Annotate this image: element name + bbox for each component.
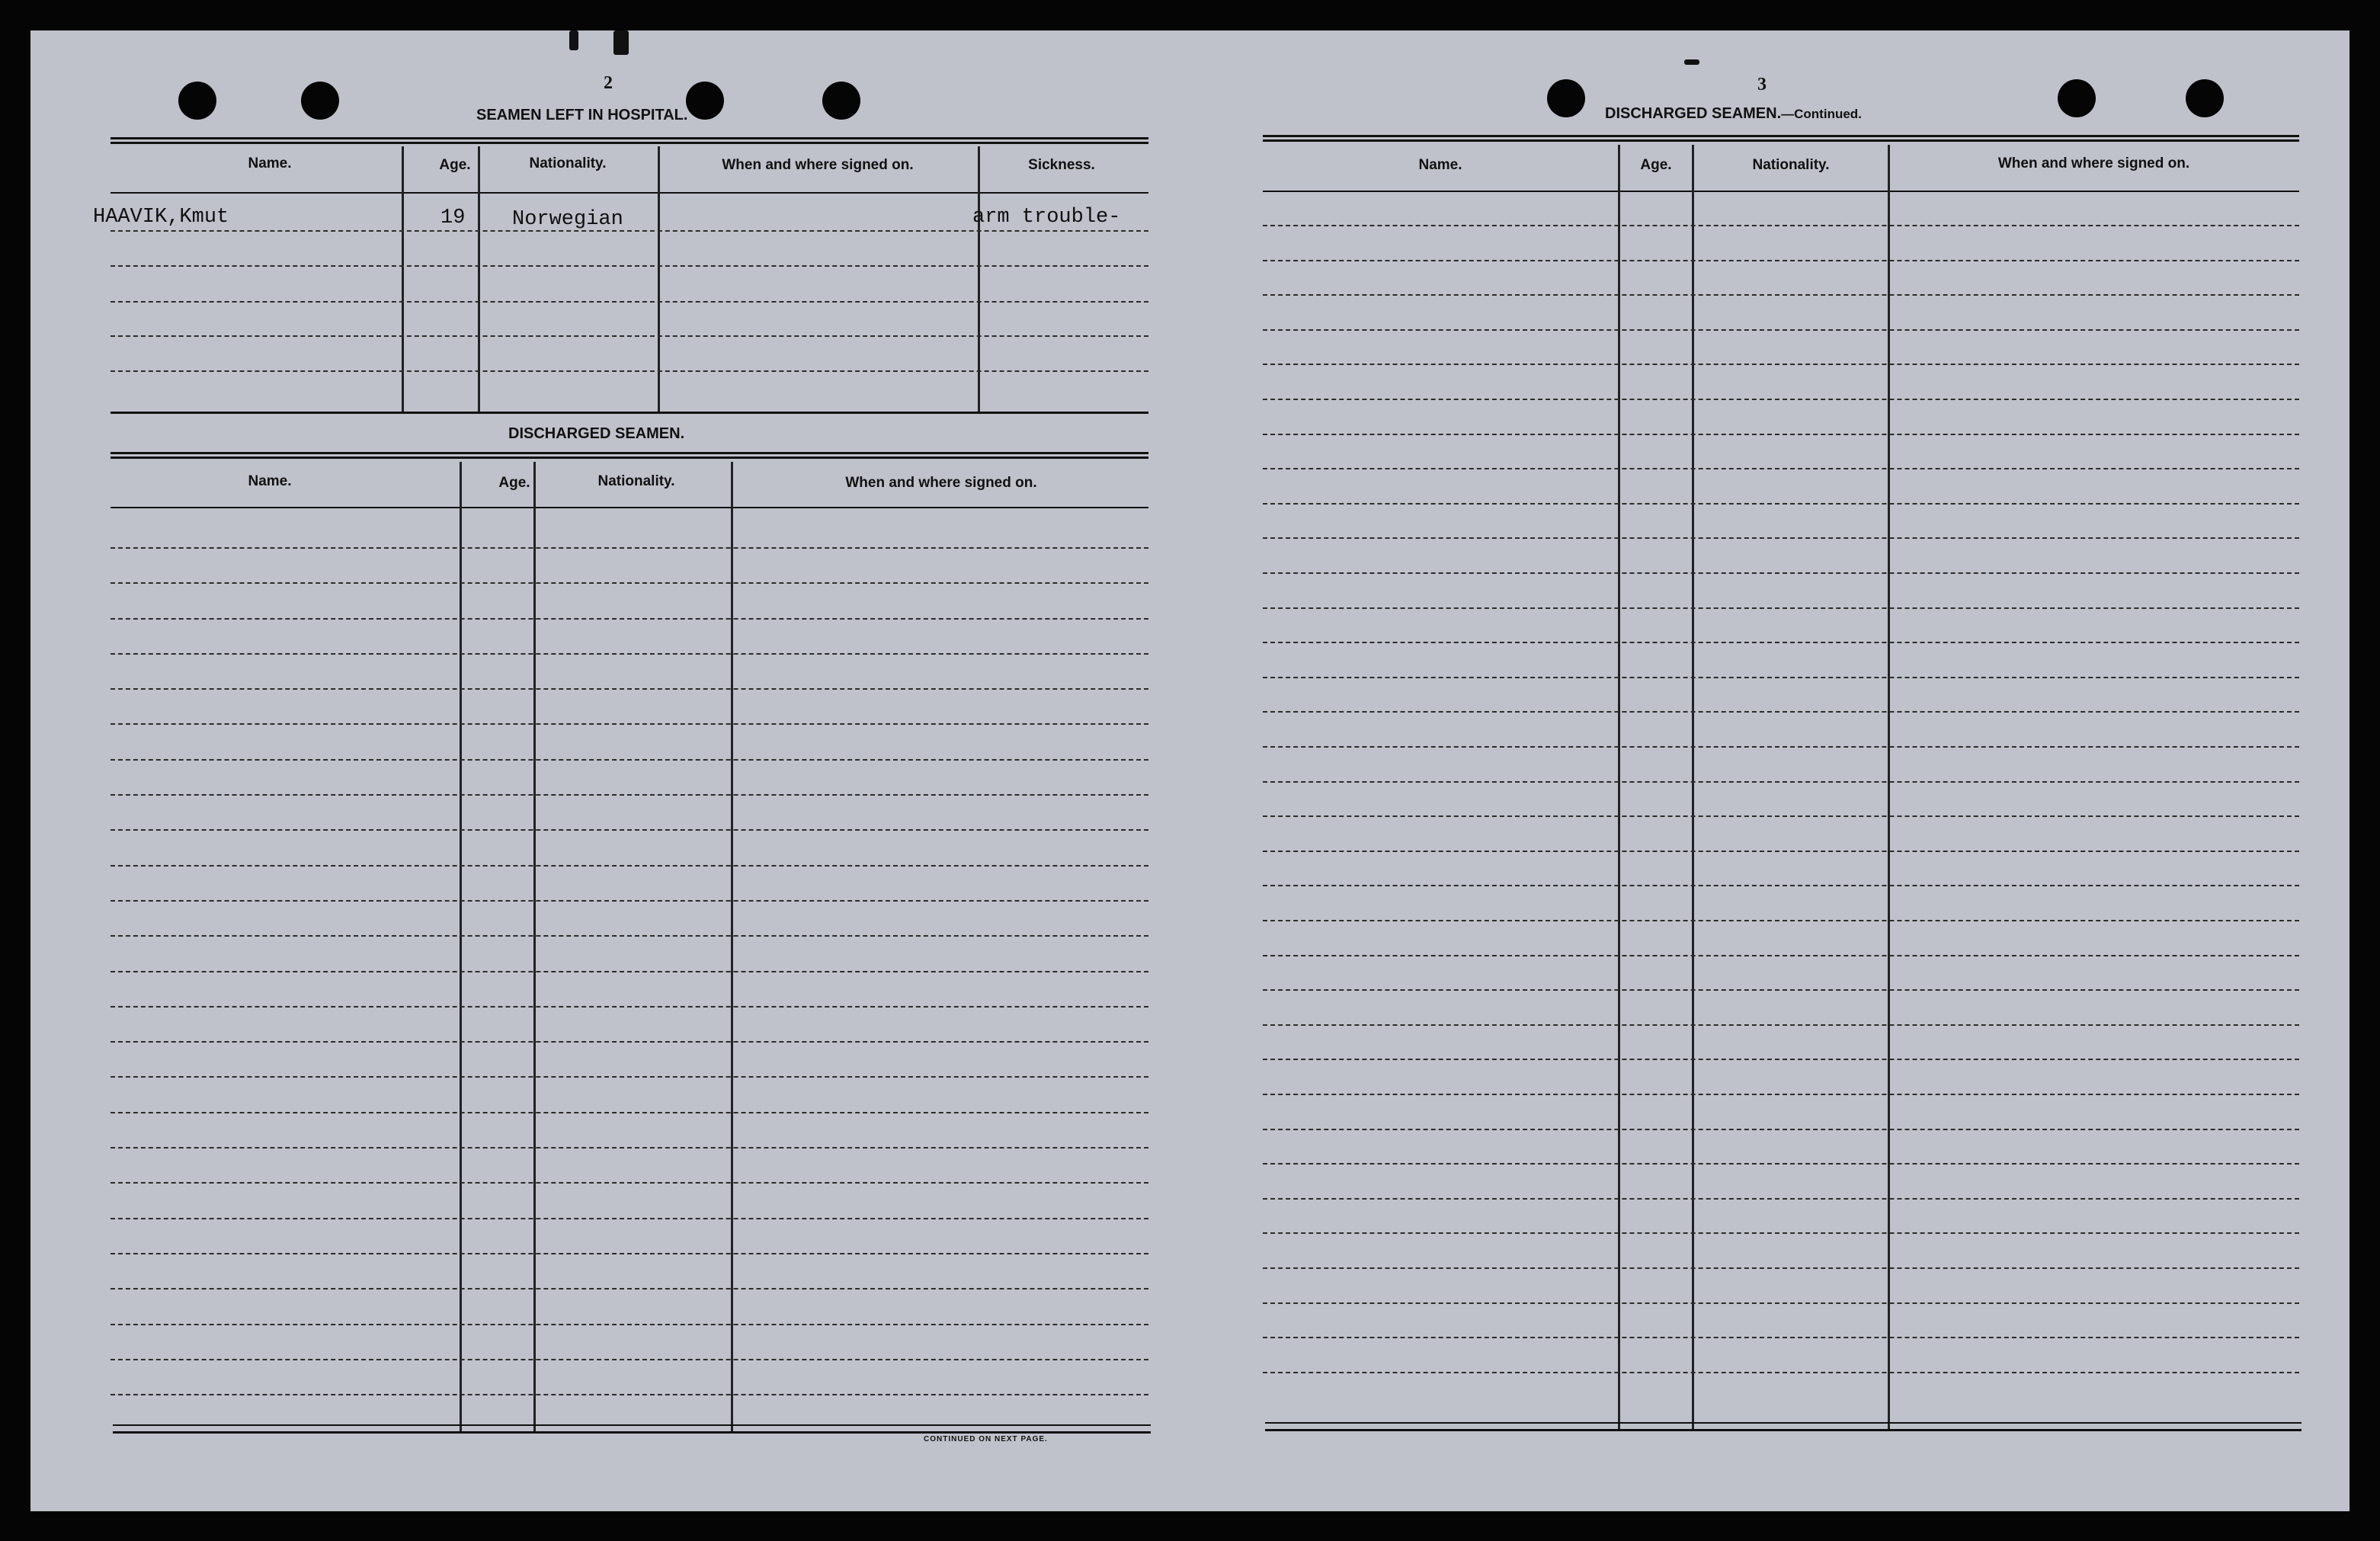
punch-hole [686,82,724,120]
discharged-row-line [111,688,1148,690]
hospital-row-sickness: arm trouble- [972,206,1121,229]
right-row-line [1263,989,2299,991]
discharged-col-divider [731,462,733,1431]
discharged-row-line [111,971,1148,972]
discharged-col-age: Age. [498,475,530,491]
right-row-line [1263,364,2299,365]
discharged-header-underline [111,507,1148,508]
right-row-line [1263,851,2299,852]
hospital-row-age: 19 [440,207,466,229]
discharged-row-line [111,1218,1148,1219]
right-col-name: Name. [1418,157,1462,173]
discharged-row-line [111,829,1148,831]
hospital-top-rule [111,137,1148,139]
discharged-col-name: Name. [248,473,292,489]
discharged-top-rule [111,452,1148,454]
right-row-line [1263,399,2299,400]
hospital-row-line [111,370,1148,372]
discharged-top-rule [111,457,1148,459]
right-col-age: Age. [1640,157,1672,173]
discharged-row-line [111,1112,1148,1113]
right-row-line [1263,1267,2299,1269]
discharged-bottom-rule [113,1431,1151,1434]
discharged-row-line [111,1147,1148,1149]
punch-hole [822,82,860,120]
discharged-row-line [111,935,1148,937]
punch-hole [2186,79,2224,117]
right-row-line [1263,294,2299,296]
right-row-line [1263,1059,2299,1060]
discharged-row-line [111,547,1148,549]
hospital-col-sickness: Sickness. [1028,157,1095,173]
hospital-row-name: HAAVIK,Kmut [93,206,229,229]
right-col-nationality: Nationality. [1752,157,1830,173]
right-row-line [1263,329,2299,331]
right-bottom-rule [1265,1429,2302,1431]
discharged-row-line [111,1253,1148,1254]
scanned-sheet [30,30,2350,1511]
right-row-line [1263,225,2299,226]
right-col-divider [1888,145,1890,1429]
continued-title-main: DISCHARGED SEAMEN. [1605,105,1782,122]
right-header-underline [1263,191,2299,192]
hospital-section-title: SEAMEN LEFT IN HOSPITAL. [476,107,688,123]
discharged-row-line [111,723,1148,725]
right-row-line [1263,1337,2299,1338]
discharged-bottom-rule [113,1424,1151,1426]
discharged-row-line [111,1359,1148,1360]
discharged-col-divider [533,462,536,1431]
discharged-row-line [111,1076,1148,1078]
hospital-row-nationality: Norwegian [512,208,623,231]
continued-section-title [1605,105,1862,123]
right-row-line [1263,607,2299,609]
punch-hole [1547,79,1585,117]
discharged-row-line [111,618,1148,620]
right-row-line [1263,677,2299,678]
hospital-col-signed-on: When and where signed on. [722,157,914,173]
ink-smudge [613,30,629,55]
discharged-col-signed-on: When and where signed on. [845,475,1037,491]
right-row-line [1263,1163,2299,1165]
hospital-row-line [111,301,1148,303]
discharged-row-line [111,865,1148,867]
discharged-row-line [111,759,1148,761]
punch-hole [301,82,339,120]
continued-note: CONTINUED ON NEXT PAGE. [924,1435,1048,1443]
punch-hole [2058,79,2096,117]
right-row-line [1263,503,2299,505]
right-row-line [1263,260,2299,261]
discharged-row-line [111,900,1148,902]
right-col-divider [1618,145,1620,1429]
right-row-line [1263,572,2299,574]
right-col-divider [1692,145,1694,1429]
right-row-line [1263,920,2299,921]
discharged-col-divider [460,462,462,1431]
right-row-line [1263,1024,2299,1026]
discharged-row-line [111,794,1148,796]
right-bottom-rule [1265,1422,2302,1424]
punch-hole [178,82,216,120]
right-row-line [1263,434,2299,435]
page-number-right: 3 [1757,75,1767,95]
right-row-line [1263,955,2299,956]
right-row-line [1263,1198,2299,1200]
right-row-line [1263,468,2299,469]
discharged-section-title: DISCHARGED SEAMEN. [508,425,685,442]
right-row-line [1263,1302,2299,1304]
discharged-row-line [111,1394,1148,1395]
hospital-row-line [111,335,1148,337]
right-col-signed-on: When and where signed on. [1997,155,2190,171]
right-row-line [1263,537,2299,539]
hospital-row-line [111,230,1148,232]
discharged-row-line [111,1006,1148,1008]
hospital-col-name: Name. [248,155,292,171]
discharged-row-line [111,1041,1148,1043]
ink-smudge [1684,59,1699,65]
hospital-row-line [111,265,1148,267]
right-top-rule [1263,135,2299,137]
right-row-line [1263,1094,2299,1095]
right-row-line [1263,1372,2299,1373]
discharged-row-line [111,1182,1148,1184]
right-row-line [1263,815,2299,817]
right-row-line [1263,885,2299,886]
discharged-row-line [111,582,1148,584]
right-row-line [1263,746,2299,748]
discharged-row-line [111,1288,1148,1290]
continued-title-suffix: —Continued. [1781,107,1862,121]
discharged-col-nationality: Nationality. [597,473,675,489]
right-row-line [1263,642,2299,643]
hospital-col-nationality: Nationality. [529,155,607,171]
hospital-top-rule [111,142,1148,144]
hospital-col-age: Age. [439,157,471,173]
discharged-row-line [111,1324,1148,1325]
right-row-line [1263,781,2299,783]
right-row-line [1263,1232,2299,1234]
right-top-rule [1263,139,2299,142]
hospital-bottom-rule [111,412,1148,414]
right-row-line [1263,711,2299,713]
discharged-row-line [111,653,1148,655]
right-row-line [1263,1129,2299,1130]
ink-smudge [569,30,578,50]
hospital-header-underline [111,192,1148,194]
page-number-left: 2 [604,73,613,93]
